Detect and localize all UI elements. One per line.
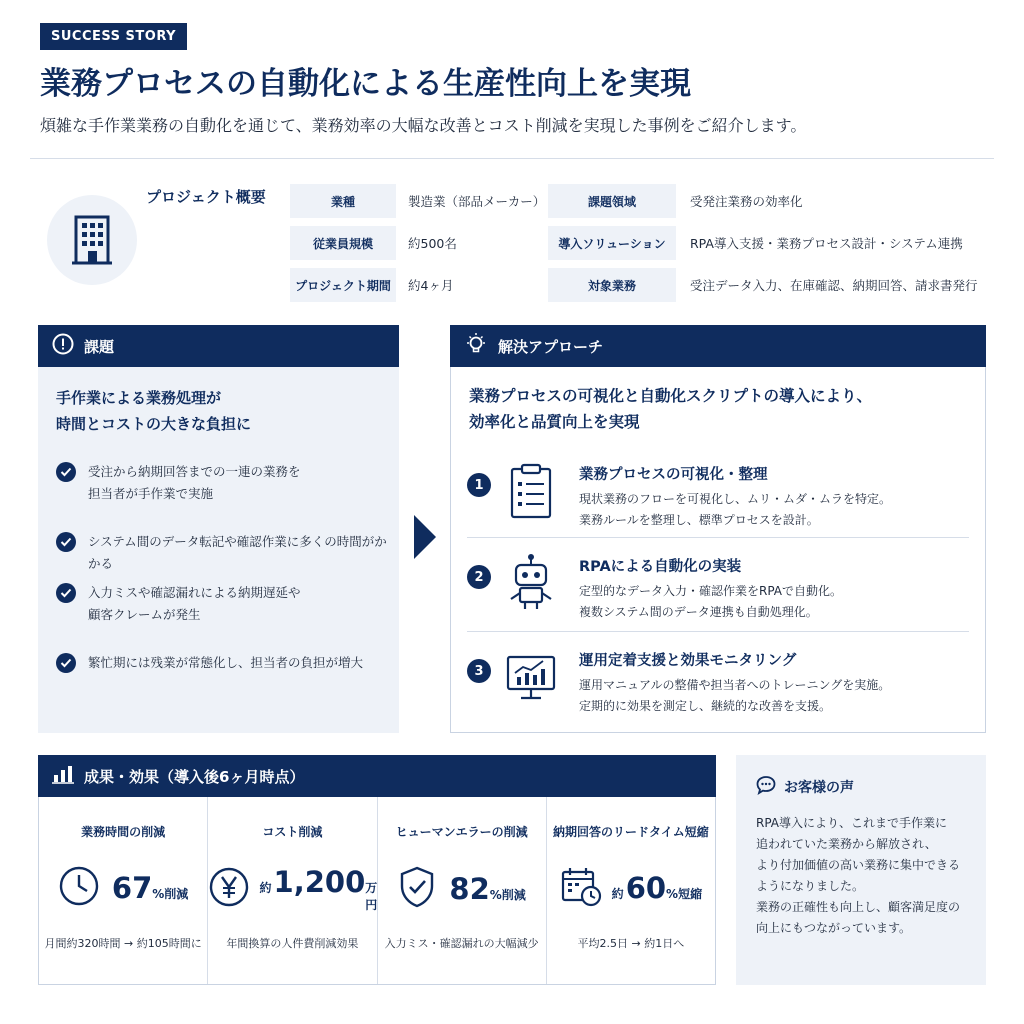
- problem-item-text: 繁忙期には残業が常態化し、担当者の負担が増大: [88, 655, 364, 670]
- overview-value: 約4ヶ月: [408, 278, 454, 293]
- result-unit: %削減: [152, 887, 189, 901]
- exclamation-icon: [52, 333, 74, 359]
- solution-lead-line: 効率化と品質向上を実現: [469, 413, 640, 431]
- result-prefix: 約: [611, 887, 624, 901]
- overview-label: プロジェクト概要: [146, 188, 266, 206]
- result-unit: %短縮: [666, 887, 703, 901]
- result-unit: 万円: [365, 881, 378, 912]
- step-number: 2: [467, 565, 491, 589]
- result-metric: [378, 865, 546, 913]
- result-card: [547, 797, 715, 984]
- step-description-line: 現状業務のフローを可視化し、ムリ・ムダ・ムラを特定。: [579, 492, 892, 506]
- result-value: 1,200: [273, 865, 366, 899]
- overview-key: プロジェクト期間: [290, 268, 396, 302]
- solution-panel: [450, 337, 986, 733]
- customer-voice-text: [756, 813, 966, 939]
- result-card: [208, 797, 377, 984]
- check-icon: [56, 462, 76, 482]
- problem-item: [56, 652, 363, 674]
- solution-heading: 解決アプローチ: [498, 337, 604, 356]
- result-note: 月間約320時間 → 約105時間に: [44, 937, 202, 950]
- result-value: 60: [625, 871, 667, 905]
- result-note: 平均2.5日 → 約1日へ: [577, 937, 685, 950]
- problem-item: [56, 461, 301, 505]
- overview-key: 課題領域: [548, 184, 676, 218]
- result-note: 年間換算の人件費削減効果: [226, 937, 359, 950]
- problem-item-text: システム間のデータ転記や確認作業に多くの時間がかかる: [88, 534, 387, 571]
- overview-table: [290, 184, 990, 310]
- solution-step: [467, 551, 969, 641]
- check-icon: [56, 583, 76, 603]
- overview-value: 製造業（部品メーカー）: [408, 194, 546, 209]
- robot-icon: [505, 553, 557, 613]
- customer-voice-line: 業務の正確性も向上し、顧客満足度の: [756, 900, 961, 914]
- overview-key: 業種: [290, 184, 396, 218]
- step-description-line: 定型的なデータ入力・確認作業をRPAで自動化。: [579, 584, 843, 598]
- result-note: 入力ミス・確認漏れの大幅減少: [384, 937, 539, 950]
- step-title: RPAによる自動化の実装: [579, 559, 742, 575]
- result-value: 82: [449, 872, 490, 906]
- result-label: 業務時間の削減: [81, 825, 166, 839]
- overview-value: 受発注業務の効率化: [690, 194, 803, 209]
- step-number: 1: [467, 473, 491, 497]
- step-divider: [467, 537, 969, 538]
- customer-voice-line: 追われていた業務から解放され、: [756, 837, 937, 851]
- header-divider: [30, 158, 994, 159]
- overview-key: 導入ソリューション: [548, 226, 676, 260]
- lightbulb-icon: [464, 332, 488, 360]
- overview-key: 対象業務: [548, 268, 676, 302]
- customer-voice-line: 向上にもつながっています。: [756, 921, 912, 935]
- step-description-line: 定期的に効果を測定し、継続的な改善を支援。: [579, 699, 832, 713]
- overview-key: 従業員規模: [290, 226, 396, 260]
- overview-value: RPA導入支援・業務プロセス設計・システム連携: [690, 236, 963, 251]
- page-subtitle: 煩雑な手作業業務の自動化を通じて、業務効率の大幅な改善とコスト削減を実現した事例をご紹介します。: [40, 116, 807, 135]
- step-description: [579, 489, 891, 531]
- results-grid: [38, 797, 716, 985]
- result-card: [378, 797, 547, 984]
- problem-item: [56, 582, 301, 626]
- speech-bubble-icon: [756, 775, 776, 799]
- problem-item: [56, 531, 399, 575]
- customer-voice-heading: お客様の声: [784, 780, 854, 796]
- result-metric: [547, 865, 715, 911]
- calendar-clock-icon: [560, 865, 602, 911]
- result-unit: %削減: [489, 888, 526, 902]
- step-description: [579, 675, 890, 717]
- step-title: 業務プロセスの可視化・整理: [579, 467, 768, 483]
- arrow-right-icon: [414, 515, 436, 559]
- result-value: 67: [111, 871, 153, 905]
- customer-voice-title: [756, 775, 966, 799]
- problem-item-text: 担当者が手作業で実施: [88, 486, 214, 501]
- results-header: [38, 755, 716, 797]
- step-description: [579, 581, 842, 623]
- step-description-line: 運用マニュアルの整備や担当者へのトレーニングを実施。: [579, 678, 891, 692]
- result-metric: [39, 865, 207, 911]
- success-story-badge: SUCCESS STORY: [40, 23, 187, 50]
- checklist-icon: [505, 461, 557, 521]
- overview-row: [290, 184, 990, 218]
- problem-header: [38, 325, 399, 367]
- solution-step: [467, 459, 969, 549]
- check-icon: [56, 653, 76, 673]
- problem-lead: [56, 385, 251, 437]
- result-label: 納期回答のリードタイム短縮: [552, 825, 709, 839]
- customer-voice-line: より付加価値の高い業務に集中できる: [756, 858, 961, 872]
- step-title: 運用定着支援と効果モニタリング: [579, 653, 797, 669]
- customer-voice-panel: [736, 755, 986, 985]
- building-icon: [47, 195, 137, 285]
- overview-value: 受注データ入力、在庫確認、納期回答、請求書発行: [690, 278, 978, 293]
- problem-lead-line: 時間とコストの大きな負担に: [56, 415, 252, 433]
- bar-chart-icon: [52, 764, 74, 788]
- problem-item-text: 受注から納期回答までの一連の業務を: [88, 464, 301, 479]
- solution-lead: [469, 383, 872, 435]
- problem-panel: [38, 337, 399, 733]
- page-title: 業務プロセスの自動化による生産性向上を実現: [40, 66, 691, 102]
- step-description-line: 業務ルールを整理し、標準プロセスを設計。: [579, 513, 819, 527]
- results-heading: 成果・効果（導入後6ヶ月時点）: [84, 767, 305, 786]
- result-prefix: 約: [259, 881, 272, 895]
- solution-header: [450, 325, 986, 367]
- customer-voice-line: ようになりました。: [756, 879, 865, 893]
- step-number: 3: [467, 659, 491, 683]
- overview-row: [290, 268, 990, 302]
- solution-step: [467, 645, 969, 735]
- solution-lead-line: 業務プロセスの可視化と自動化スクリプトの導入により、: [469, 387, 873, 405]
- clock-icon: [58, 865, 100, 911]
- monitor-chart-icon: [505, 647, 557, 707]
- problem-heading: 課題: [84, 337, 115, 356]
- overview-value: 約500名: [408, 236, 457, 251]
- result-card: [39, 797, 208, 984]
- result-metric: [208, 865, 376, 913]
- problem-lead-line: 手作業による業務処理が: [56, 389, 222, 407]
- problem-item-text: 入力ミスや確認漏れによる納期遅延や: [88, 585, 301, 600]
- yen-icon: [208, 866, 250, 912]
- step-divider: [467, 631, 969, 632]
- check-icon: [56, 532, 76, 552]
- customer-voice-line: RPA導入により、これまで手作業に: [756, 816, 948, 830]
- problem-item-text: 顧客クレームが発生: [88, 607, 201, 622]
- shield-check-icon: [397, 865, 437, 913]
- result-label: ヒューマンエラーの削減: [395, 825, 528, 839]
- result-label: コスト削減: [262, 825, 323, 839]
- overview-row: [290, 226, 990, 260]
- step-description-line: 複数システム間のデータ連携も自動処理化。: [579, 605, 818, 619]
